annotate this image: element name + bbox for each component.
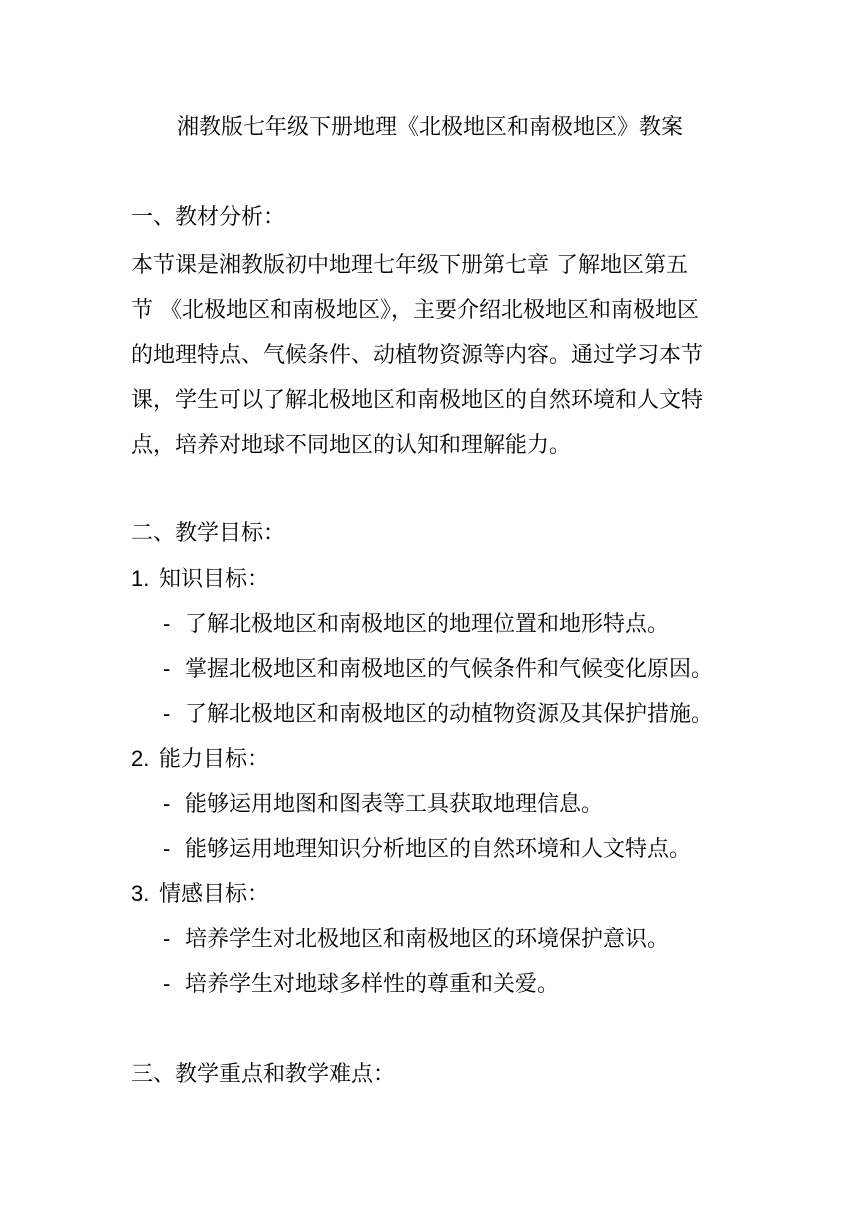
- section-heading-1: 一、教材分析：: [131, 205, 286, 230]
- item-number: 2.: [131, 746, 150, 771]
- section-heading-3: 三、教学重点和教学难点：: [131, 1062, 396, 1087]
- subitem-text: 掌握北极地区和南极地区的气候条件和气候变化原因。: [185, 657, 714, 682]
- objective-item-emotion: [131, 876, 269, 913]
- dash-bullet: -: [163, 656, 171, 681]
- section-heading-2: 二、教学目标：: [131, 521, 286, 546]
- dash-bullet: -: [163, 611, 171, 636]
- objective-subitem: [163, 966, 559, 1003]
- subitem-text: 培养学生对北极地区和南极地区的环境保护意识。: [185, 927, 670, 952]
- subitem-text: 培养学生对地球多样性的尊重和关爱。: [185, 972, 560, 997]
- paragraph-line: 本节课是湘教版初中地理七年级下册第七章 了解地区第五: [131, 253, 688, 278]
- section-1-paragraph: [131, 243, 731, 468]
- objective-item-knowledge: [131, 561, 269, 598]
- document-title: 湘教版七年级下册地理《北极地区和南极地区》教案: [176, 115, 683, 140]
- paragraph-line: 点，培养对地球不同地区的认知和理解能力。: [131, 433, 572, 458]
- item-number: 1.: [131, 566, 150, 591]
- objective-subitem: [163, 651, 713, 688]
- paragraph-line: 课，学生可以了解北极地区和南极地区的自然环境和人文特: [131, 388, 704, 413]
- dash-bullet: -: [163, 926, 171, 951]
- subitem-text: 了解北极地区和南极地区的地理位置和地形特点。: [185, 612, 670, 637]
- item-label: 知识目标：: [159, 567, 270, 592]
- subitem-text: 能够运用地理知识分析地区的自然环境和人文特点。: [185, 837, 692, 862]
- objective-subitem: [163, 921, 669, 958]
- item-number: 3.: [131, 881, 150, 906]
- subitem-text: 能够运用地图和图表等工具获取地理信息。: [185, 792, 604, 817]
- objective-subitem: [163, 786, 603, 823]
- objective-subitem: [163, 696, 713, 733]
- objective-subitem: [163, 831, 691, 868]
- item-label: 情感目标：: [159, 882, 270, 907]
- objective-subitem: [163, 606, 669, 643]
- dash-bullet: -: [163, 791, 171, 816]
- dash-bullet: -: [163, 971, 171, 996]
- paragraph-line: 节 《北极地区和南极地区》，主要介绍北极地区和南极地区: [131, 298, 699, 323]
- subitem-text: 了解北极地区和南极地区的动植物资源及其保护措施。: [185, 702, 714, 727]
- objective-item-ability: [131, 741, 269, 778]
- dash-bullet: -: [163, 701, 171, 726]
- paragraph-line: 的地理特点、气候条件、动植物资源等内容。通过学习本节: [131, 343, 704, 368]
- item-label: 能力目标：: [159, 747, 270, 772]
- dash-bullet: -: [163, 836, 171, 861]
